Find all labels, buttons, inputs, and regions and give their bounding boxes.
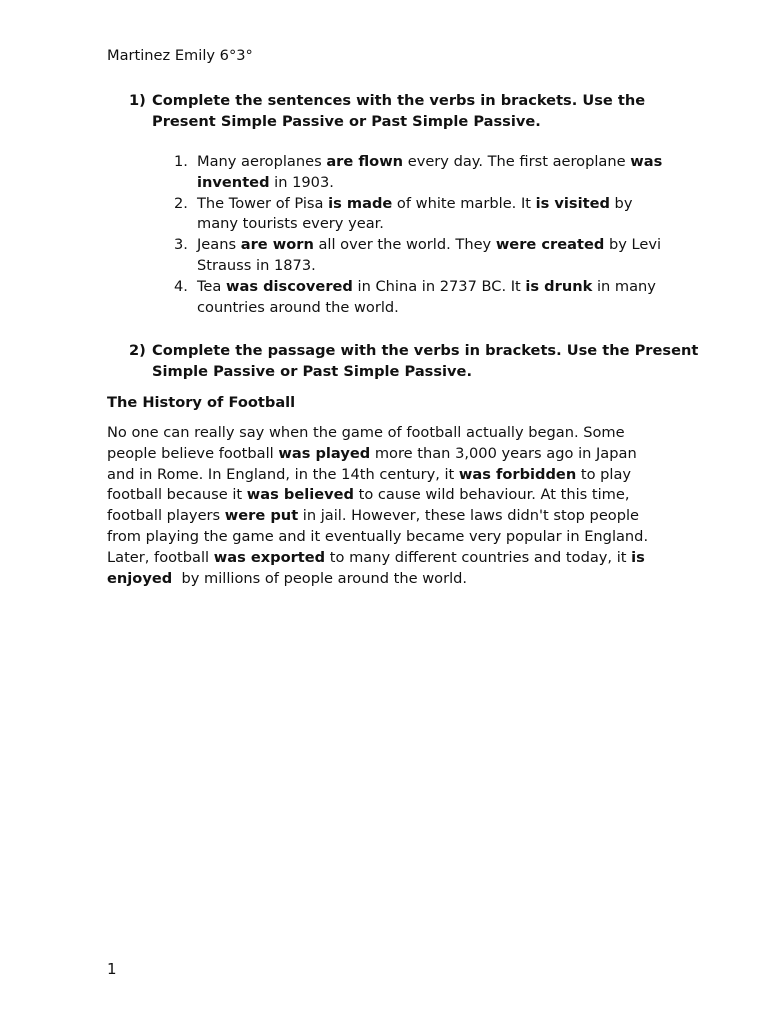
item-number: 4. [174, 277, 188, 295]
exercise-1-instruction [129, 90, 712, 132]
answer-verb: was discovered [226, 277, 353, 295]
passage-text: by millions of people around the world. [172, 569, 468, 587]
item-text: in many countries around the world. [197, 277, 656, 316]
item-number: 1. [174, 153, 188, 170]
answer-verb: was exported [213, 548, 326, 566]
passage-text: in jail. However, these laws didn't stop people from playing the game and it eventually became very popular in England. Later, football [107, 507, 649, 566]
answer-verb: are flown [326, 153, 404, 170]
passage-text: more than 3,000 years ago in Japan and in Rome. In England, in the 14th century, it [107, 444, 637, 483]
page-number: 1 [107, 960, 117, 978]
list-item [174, 194, 674, 236]
answer-verb: is drunk [525, 277, 593, 295]
answer-verb: were created [495, 236, 605, 254]
answer-verb: was forbidden [458, 465, 577, 483]
item-text: The Tower of Pisa [197, 194, 329, 212]
answer-verb: was believed [246, 486, 354, 504]
passage [107, 423, 663, 589]
answer-verb: are worn [240, 236, 314, 254]
item-number: 3. [174, 236, 188, 254]
answer-verb: is visited [535, 194, 610, 212]
item-text: in 1903. [269, 173, 334, 191]
list-item [174, 277, 674, 319]
passage-text: No one can really say when the game of football actually began. Some people believe football [107, 424, 625, 462]
answer-verb: is enjoyed [107, 548, 645, 587]
answer-verb: were put [224, 507, 299, 525]
item-text: Jeans [197, 236, 241, 254]
answer-verb: was played [278, 444, 371, 462]
passage-text: to play football because it [107, 465, 632, 504]
exercise-1-number: 1) [129, 92, 146, 109]
item-text: by Levi Strauss in 1873. [197, 236, 662, 274]
passage-text: to many different countries and today, it [325, 548, 632, 566]
exercise-2-instruction [129, 340, 712, 382]
item-text: Tea [197, 277, 226, 295]
passage-text: to cause wild behaviour. At this time, football players [107, 486, 630, 525]
list-item [174, 235, 674, 277]
item-text: of white marble. It [392, 194, 536, 212]
exercise-2-instruction-text: Complete the passage with the verbs in brackets. Use the Present Simple Passive or Past Simple Passive. [152, 342, 699, 380]
item-text: by many tourists every year. [197, 194, 633, 233]
exercise-1-instruction-text: Complete the sentences with the verbs in brackets. Use the Present Simple Passive or Past Simple Passive. [152, 92, 646, 130]
item-text: Many aeroplanes [197, 153, 327, 170]
answer-verb: was invented [197, 153, 663, 191]
list-item [174, 152, 674, 194]
item-text: every day. The first aeroplane [403, 153, 631, 170]
section-title: The History of Football [107, 394, 296, 411]
exercise-1-list [174, 152, 674, 318]
item-text: in China in 2737 BC. It [352, 277, 526, 295]
item-text: all over the world. They [313, 236, 496, 254]
item-number: 2. [174, 194, 188, 212]
student-name: Martinez Emily 6°3° [107, 47, 253, 64]
answer-verb: is made [328, 194, 393, 212]
exercise-2-number: 2) [129, 342, 146, 359]
